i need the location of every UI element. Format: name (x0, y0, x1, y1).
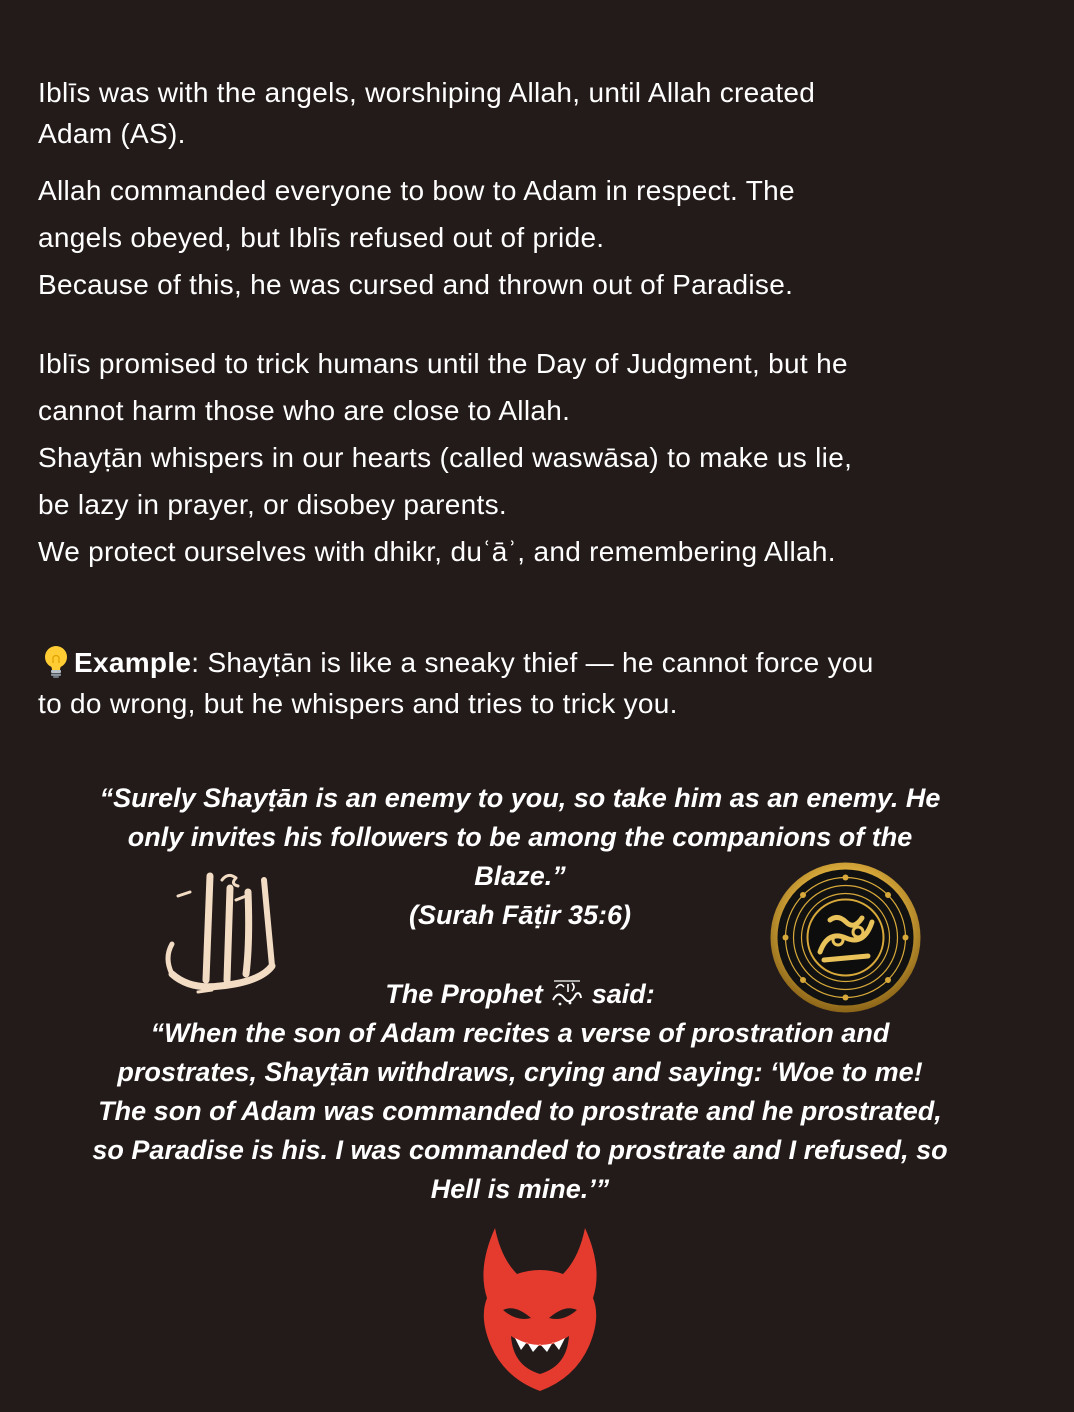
quote-line: Blaze.” (474, 861, 566, 891)
example-line-2: to do wrong, but he whispers and tries to trick you. (38, 688, 678, 719)
quote-line: “When the son of Adam recites a verse of prostration and (150, 1018, 890, 1048)
text-line: Iblīs was with the angels, worshiping Allah, until Allah created (38, 77, 816, 108)
example-text: : Shayṭān is like a sneaky thief — he cannot force you (191, 647, 874, 678)
quote-line: so Paradise is his. I was commanded to prostrate and I refused, so (92, 1135, 948, 1165)
example-line-1 (38, 642, 1038, 683)
text-line: be lazy in prayer, or disobey parents. (38, 489, 507, 520)
text-line: Iblīs promised to trick humans until the Day of Judgment, but he (38, 348, 848, 379)
text-line: cannot harm those who are close to Allah. (38, 395, 571, 426)
paragraph-command-to-bow (38, 167, 1038, 308)
example-box (38, 642, 1038, 724)
quote-line: prostrates, Shayṭān withdraws, crying and saying: ‘Woe to me! (117, 1057, 923, 1087)
paragraph-iblis-intro (38, 72, 1038, 154)
text-line: Shayṭān whispers in our hearts (called waswāsa) to make us lie, (38, 442, 853, 473)
quote-line: Hell is mine.’” (430, 1174, 610, 1204)
text-line: Adam (AS). (38, 118, 186, 149)
quote-line: “Surely Shayṭān is an enemy to you, so take him as an enemy. He (99, 783, 941, 813)
allah-calligraphy-icon (150, 862, 285, 997)
muhammad-calligraphy-seal-icon (768, 860, 923, 1015)
lightbulb-icon (38, 643, 74, 679)
quote-line: The son of Adam was commanded to prostrate and he prostrated, (98, 1096, 942, 1126)
text-line: Allah commanded everyone to bow to Adam in respect. The (38, 175, 795, 206)
text-line: Because of this, he was cursed and thrown out of Paradise. (38, 269, 794, 300)
quote-citation: (Surah Fāṭir 35:6) (408, 900, 632, 930)
paragraph-shaytan-whispers (38, 340, 1038, 575)
example-label: Example (74, 647, 192, 678)
hadith-intro-before: The Prophet (385, 979, 543, 1009)
text-line: angels obeyed, but Iblīs refused out of pride. (38, 222, 605, 253)
salawat-ligature-icon (550, 978, 584, 1008)
text-line: We protect ourselves with dhikr, duʿāʾ, and remembering Allah. (38, 536, 836, 567)
quote-line: only invites his followers to be among the companions of the (127, 822, 913, 852)
devil-face-icon (475, 1228, 605, 1393)
hadith-intro-after: said: (591, 979, 655, 1009)
